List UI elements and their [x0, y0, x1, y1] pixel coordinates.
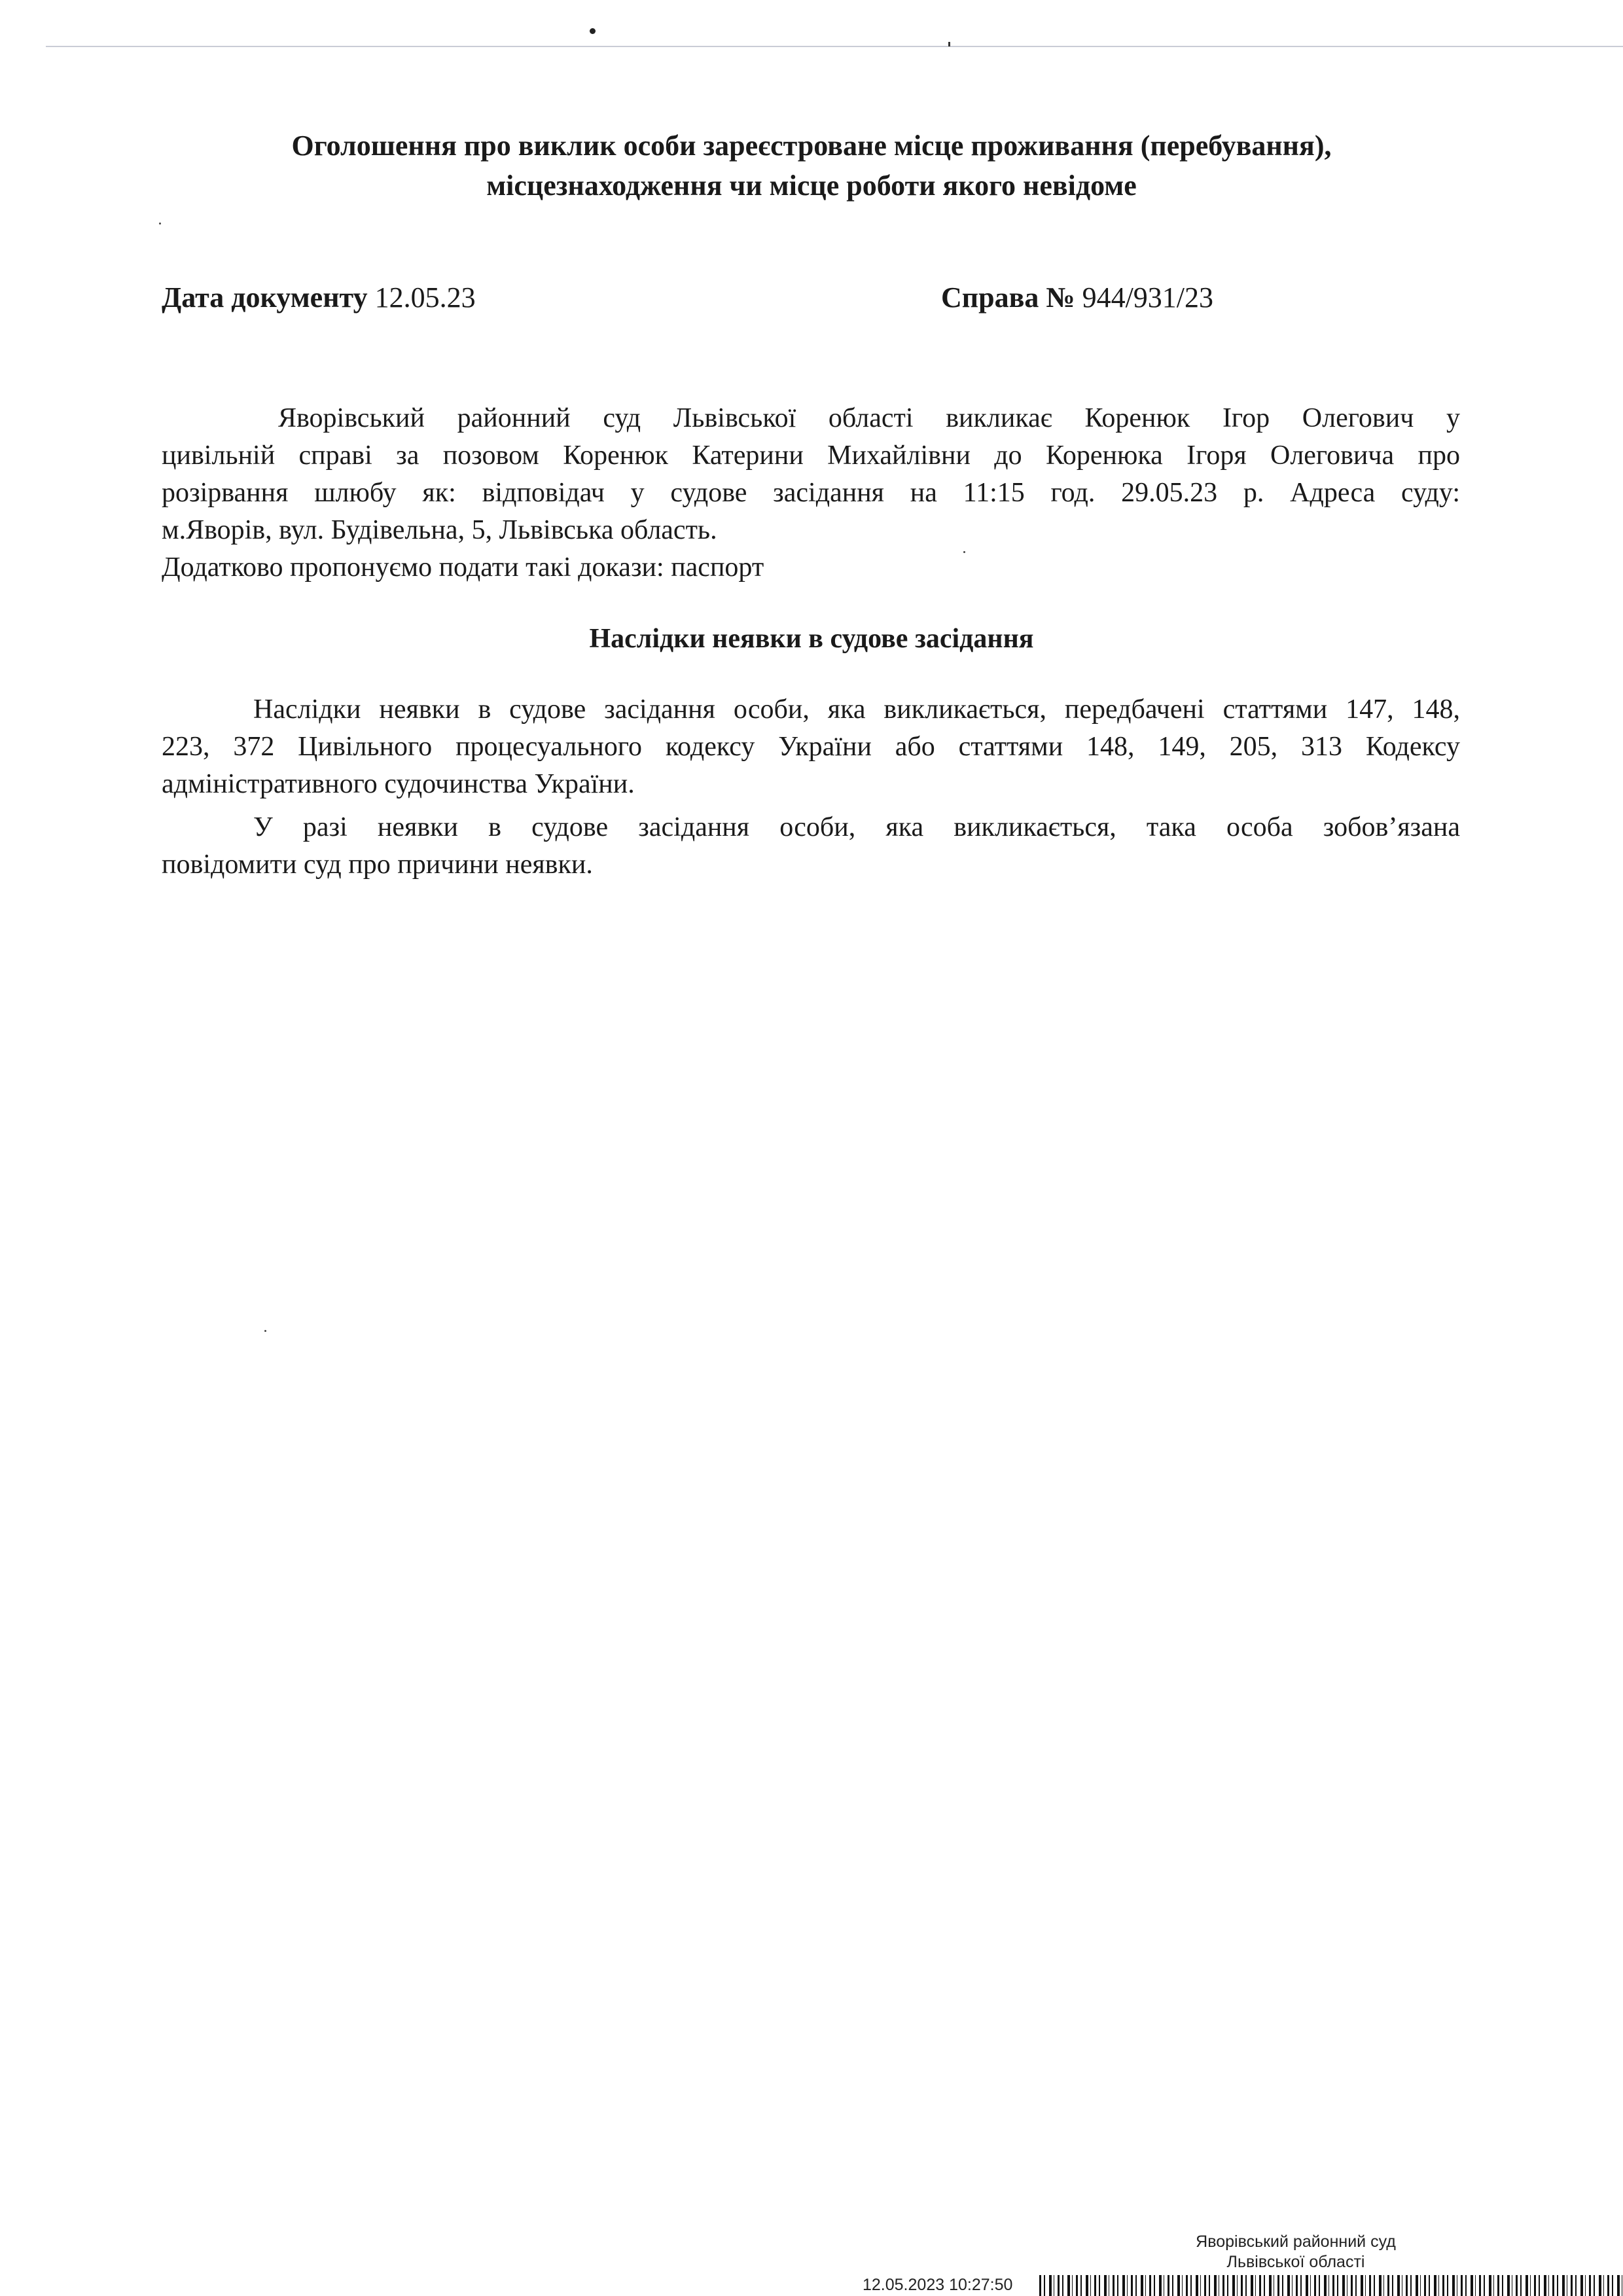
scan-speck	[264, 1330, 266, 1332]
date-value: 12.05.23	[374, 281, 476, 314]
stamp-datetime: 12.05.2023 10:27:50	[863, 2276, 1013, 2294]
absence-notice-paragraph	[162, 809, 1460, 884]
case-value: 944/931/23	[1082, 281, 1214, 314]
scan-speck	[590, 28, 596, 34]
title-line: Оголошення про виклик особи зареєстроване місце проживання (перебування),	[291, 130, 1332, 162]
case-number	[941, 279, 1213, 316]
consequences-heading: Наслідки неявки в судове засідання	[589, 624, 1034, 654]
stamp-region: Львівської області	[1226, 2253, 1365, 2271]
scan-edge-line	[46, 46, 1623, 47]
date-label: Дата документу	[162, 281, 368, 314]
paragraph-line: Наслідки неявки в судове засідання особи, яка викликається, передбачені статтями 147, 148,	[253, 694, 1460, 725]
paragraph-line: м.Яворів, вул. Будівельна, 5, Львівська область.	[162, 515, 717, 545]
consequences-paragraph	[162, 691, 1460, 803]
scan-speck	[159, 223, 161, 224]
paragraph-line: 223, 372 Цивільного процесуального кодексу України або статтями 148, 149, 205, 313 Кодексу	[162, 732, 1460, 762]
document-date	[162, 279, 476, 316]
paragraph-line: адміністративного судочинства України.	[162, 769, 635, 799]
paragraph-line: Додатково пропонуємо подати такі докази: паспорт	[162, 552, 764, 583]
paragraph-line: цивільній справі за позовом Коренюк Катерини Михайлівни до Коренюка Ігоря Олеговича про	[162, 440, 1460, 471]
stamp-court-name: Яворівський районний суд	[1196, 2233, 1396, 2251]
summons-paragraph	[162, 400, 1460, 586]
paragraph-line: Яворівський районний суд Львівської області викликає Коренюк Ігор Олегович у	[278, 403, 1460, 433]
paragraph-line: розірвання шлюбу як: відповідач у судове засідання на 11:15 год. 29.05.23 р. Адреса суду:	[162, 478, 1460, 508]
case-label: Справа №	[941, 281, 1075, 314]
court-stamp	[1171, 2232, 1420, 2272]
paragraph-line: повідомити суд про причини неявки.	[162, 850, 593, 880]
paragraph-line: У разі неявки в судове засідання особи, яка викликається, така особа зобов’язана	[253, 812, 1460, 842]
barcode	[1039, 2275, 1623, 2296]
document-title	[164, 126, 1459, 206]
title-line: місцезнаходження чи місце роботи якого невідоме	[486, 170, 1137, 202]
scan-speck	[948, 42, 950, 46]
